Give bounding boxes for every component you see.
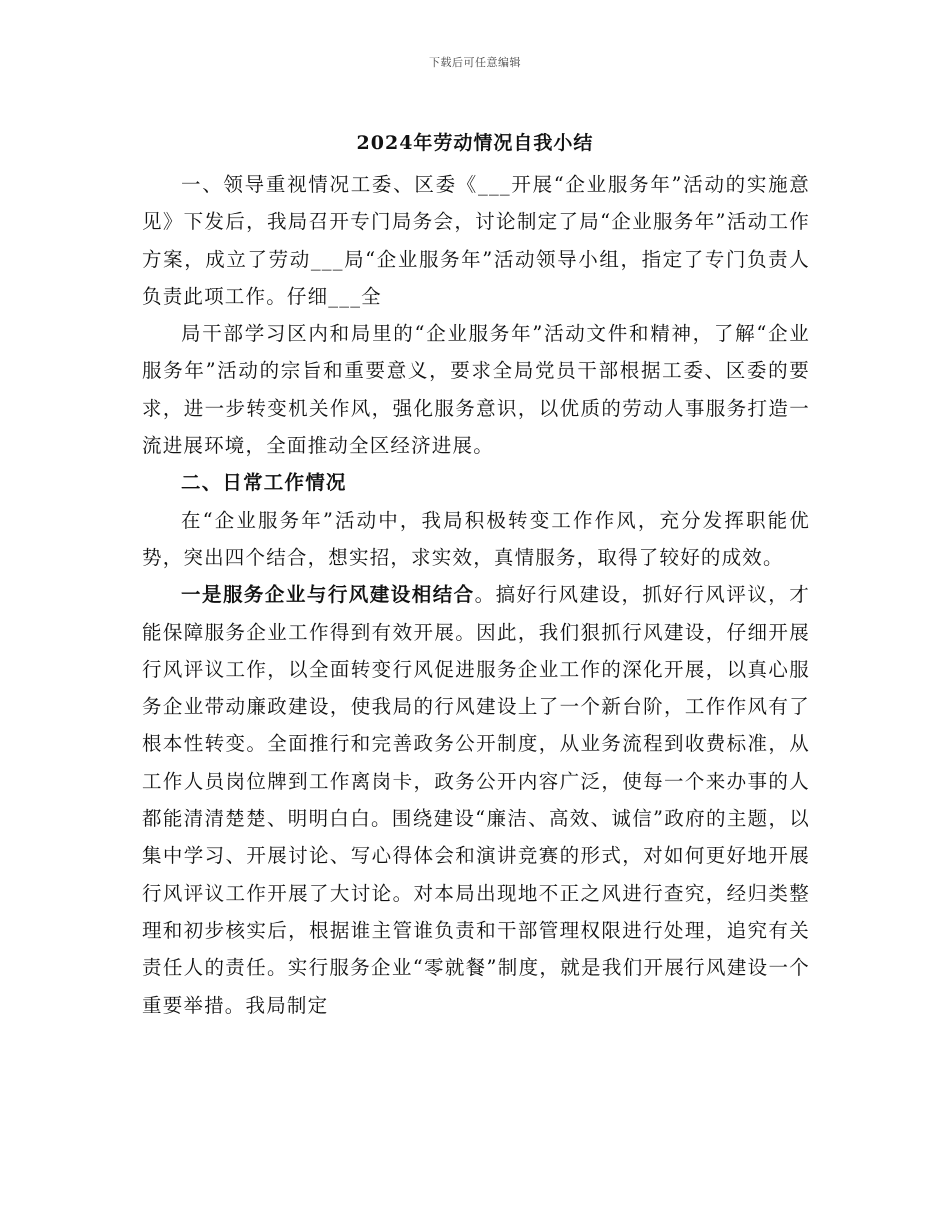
page-header-note: 下载后可任意编辑: [429, 56, 521, 69]
paragraph-service-and-conduct: [142, 576, 810, 1024]
section-heading-daily-work: 二、日常工作情况: [181, 471, 347, 495]
document-title: 2024年劳动情况自我小结: [356, 132, 594, 154]
paragraph-study: 局干部学习区内和局里的“企业服务年”活动文件和精神，了解“企业服务年”活动的宗旨和重要意义，要求全局党员干部根据工委、区委的要求，进一步转变机关作风，强化服务意识，以优质的劳动人事服务打造一流进展环境，全面推动全区经济进展。: [142, 322, 810, 458]
paragraph-body-text: 。搞好行风建设，抓好行风评议，才能保障服务企业工作得到有效开展。因此，我们狠抓行风建设，仔细开展行风评议工作，以全面转变行风促进服务企业工作的深化开展，以真心服务企业带动廉政建设，使我局的行风建设上了一个新台阶，工作作风有了根本性转变。全面推行和完善政务公开制度，从业务流程到收费标准，从工作人员岗位牌到工作离岗卡，政务公开内容广泛，使每一个来办事的人都能清清楚楚、明明白白。围绕建设“廉洁、高效、诚信”政府的主题，以集中学习、开展讨论、写心得体会和演讲竞赛的形式，对如何更好地开展行风评议工作开展了大讨论。对本局出现地不正之风进行查究，经归类整理和初步核实后，根据谁主管谁负责和干部管理权限进行处理，追究有关责任人的责任。实行服务企业“零就餐”制度，就是我们开展行风建设一个重要举措。我局制定: [142, 583, 810, 1017]
paragraph-daily-work-intro: 在“企业服务年”活动中，我局积极转变工作作风，充分发挥职能优势，突出四个结合，想实招，求实效，真情服务，取得了较好的成效。: [142, 508, 810, 569]
paragraph-lead-phrase: 一是服务企业与行风建设相结合: [181, 583, 475, 607]
document-body: [142, 166, 810, 1024]
paragraph-leadership: 一、领导重视情况工委、区委《___开展“企业服务年”活动的实施意见》下发后，我局召开专门局务会，讨论制定了局“企业服务年”活动工作方案，成立了劳动___局“企业服务年”活动领导小组，指定了专门负责人负责此项工作。仔细___全: [142, 173, 810, 308]
